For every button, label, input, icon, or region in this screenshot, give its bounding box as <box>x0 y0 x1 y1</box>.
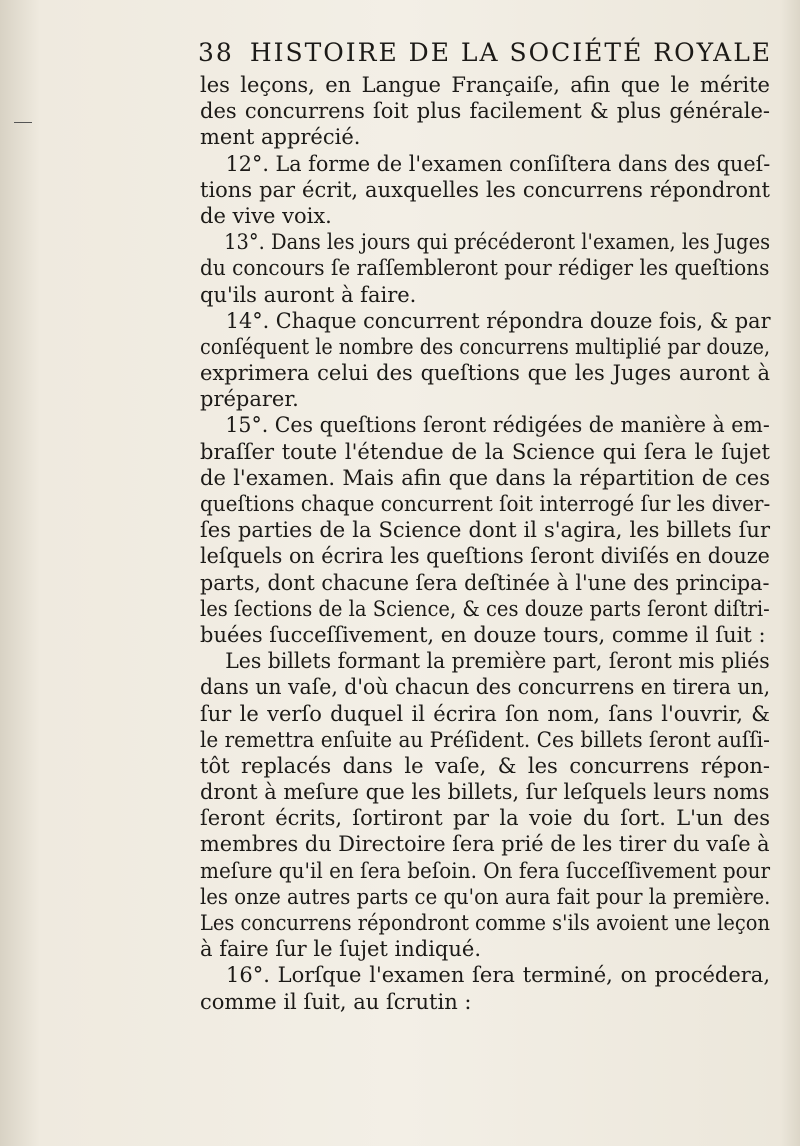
text-line: braſſer toute l'étendue de la Science qui ſera le ſujet <box>200 439 770 464</box>
text-line: exprimera celui des queſtions que les Juges auront à <box>200 361 770 386</box>
text-line: des concurrens ſoit plus facilement & plus générale- <box>200 99 770 124</box>
page-body-text <box>200 72 770 1015</box>
running-header <box>198 38 773 72</box>
text-line: préparer. <box>200 387 299 412</box>
text-line: tôt replacés dans le vaſe, & les concurrens répon- <box>200 753 770 778</box>
text-line: conſéquent le nombre des concurrens multiplié par douze, <box>200 334 771 359</box>
text-line: ſur le verſo duquel il écrira ſon nom, ſans l'ouvrir, & <box>200 701 770 726</box>
text-line: 13°. Dans les jours qui précéderont l'examen, les Juges <box>224 230 771 255</box>
text-line: les onze autres parts ce qu'on aura fait pour la première. <box>200 884 771 909</box>
text-line: de vive voix. <box>200 203 332 228</box>
text-line: Les billets formant la première part, ſeront mis pliés <box>225 649 770 674</box>
running-title: HISTOIRE DE LA SOCIÉTÉ ROYALE <box>249 38 773 67</box>
text-line: les ſections de la Science, & ces douze parts ſeront diſtri- <box>200 596 770 621</box>
text-line: ſes parties de la Science dont il s'agira, les billets ſur <box>200 518 770 543</box>
text-line: meſure qu'il en ſera beſoin. On fera ſucceſſivement pour <box>200 858 771 883</box>
margin-mark <box>14 122 32 123</box>
text-line: ment apprécié. <box>200 125 361 150</box>
text-line: leſquels on écrira les queſtions ſeront diviſés en douze <box>200 544 770 569</box>
text-line: Les concurrens répondront comme s'ils avoient une leçon <box>200 911 770 935</box>
text-line: dront à meſure que les billets, ſur leſquels leurs noms <box>200 780 770 805</box>
text-line: 15°. Ces queſtions ſeront rédigées de manière à em- <box>225 413 770 438</box>
text-line: de l'examen. Mais afin que dans la répartition de ces <box>200 465 770 490</box>
text-line: dans un vaſe, d'où chacun des concurrens en tirera un, <box>200 675 771 700</box>
page-number: 38 <box>198 38 234 67</box>
text-line: 12°. La forme de l'examen conſiſtera dans des queſ- <box>225 151 771 176</box>
text-line: du concours ſe raſſembleront pour rédiger les queſtions <box>200 256 770 281</box>
text-line: qu'ils auront à faire. <box>200 282 417 307</box>
text-line: queſtions chaque concurrent ſoit interrogé ſur les diver- <box>200 492 771 516</box>
text-line: parts, dont chacune ſera deſtinée à l'une des principa- <box>200 570 770 595</box>
text-line: les leçons, en Langue Françaiſe, afin que le mérite <box>200 73 770 97</box>
text-line: membres du Directoire ſera prié de les tirer du vaſe à <box>200 832 770 857</box>
text-line: tions par écrit, auxquelles les concurrens répondront <box>200 177 770 202</box>
text-line: le remettra enſuite au Préſident. Ces billets ſeront auſſi- <box>200 727 770 752</box>
text-line: 16°. Lorſque l'examen ſera terminé, on procédera, <box>226 963 770 988</box>
text-line: buées ſucceſſivement, en douze tours, comme il ſuit : <box>200 622 766 647</box>
text-line: comme il ſuit, au ſcrutin : <box>200 989 472 1014</box>
text-line: ſeront écrits, ſortiront par la voie du ſort. L'un des <box>200 806 770 831</box>
text-line: à faire ſur le ſujet indiqué. <box>200 937 481 962</box>
text-line: 14°. Chaque concurrent répondra douze fois, & par <box>225 308 771 333</box>
